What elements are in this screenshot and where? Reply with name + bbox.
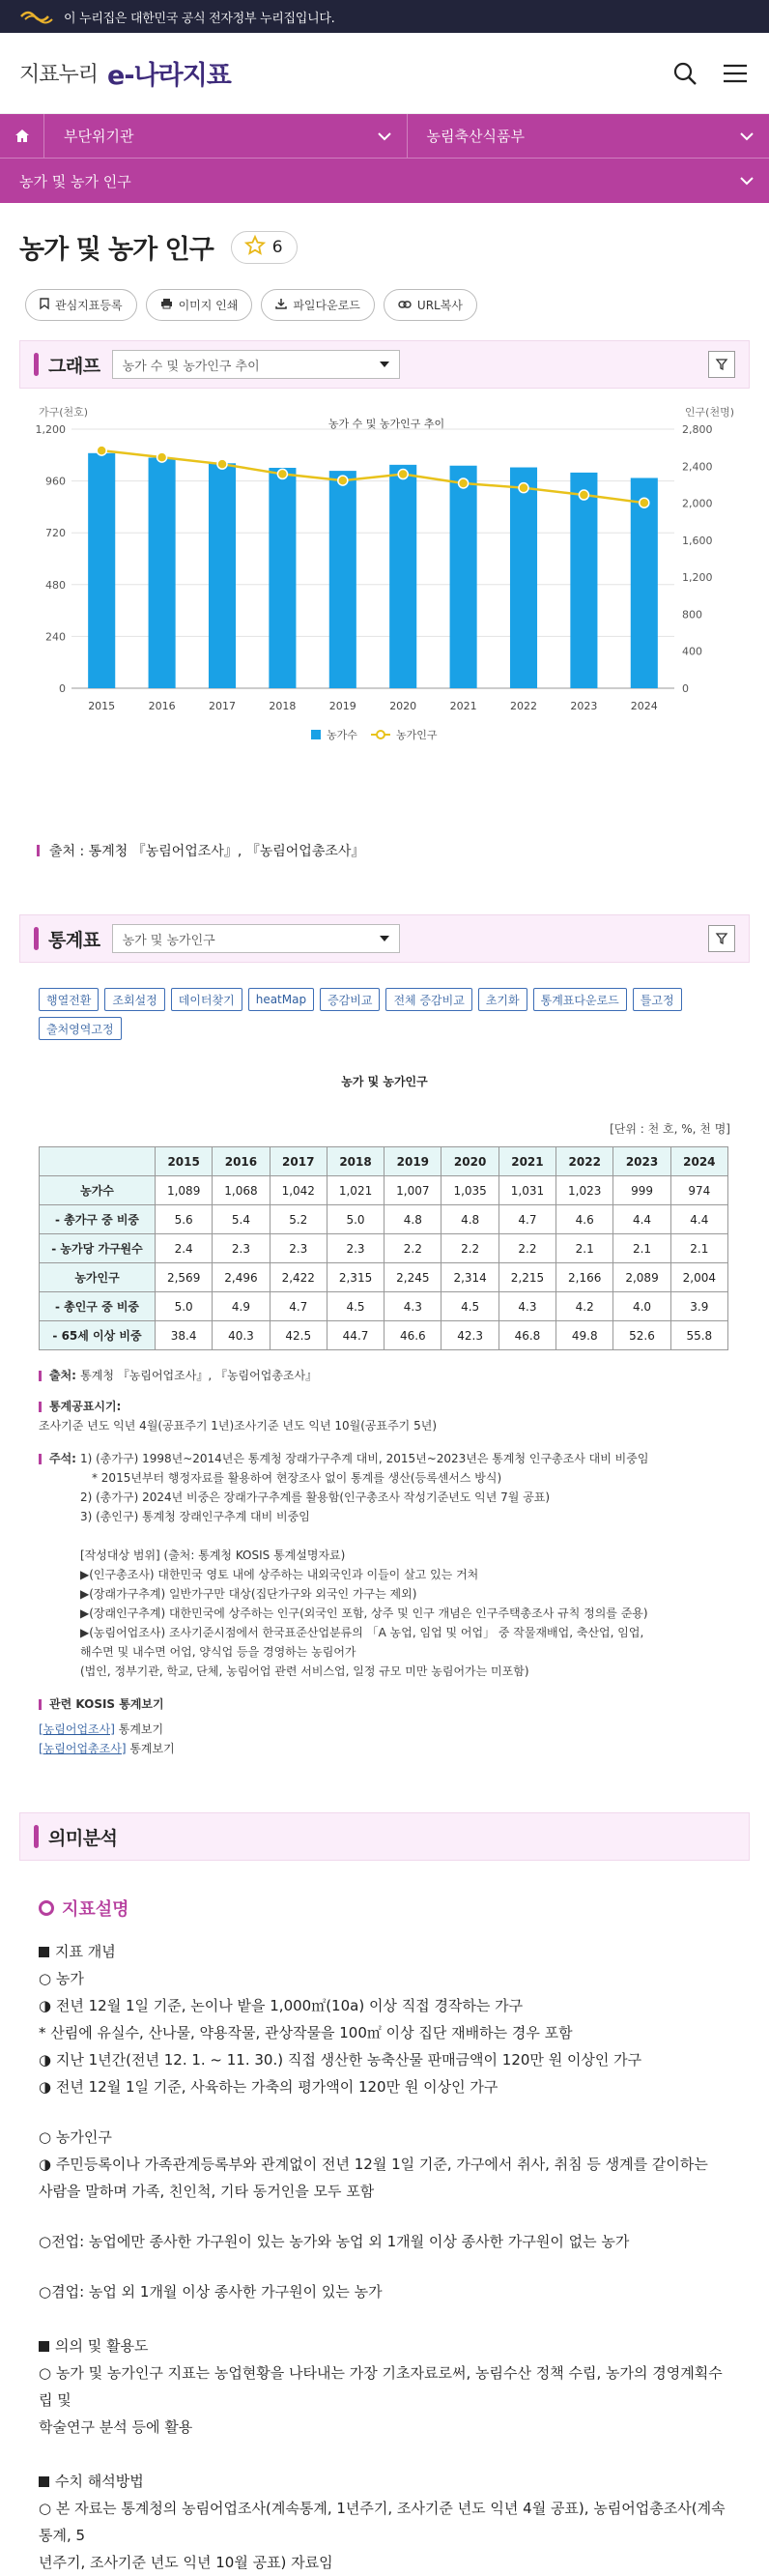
table-cell: 2.2 (384, 1234, 441, 1263)
bar (389, 465, 416, 688)
x-tick-label: 2016 (149, 700, 176, 712)
square-bullet-icon (39, 2476, 49, 2487)
table-cell: 4.7 (270, 1292, 327, 1321)
stat-tool-button[interactable]: 틀고정 (633, 988, 682, 1011)
table-row (40, 1205, 728, 1234)
y-right-tick-label: 0 (682, 682, 689, 695)
bullet-mark (39, 1699, 42, 1710)
table-year-header: 2017 (270, 1147, 327, 1176)
table-row (40, 1176, 728, 1205)
remark-line (80, 1526, 648, 1546)
x-tick-label: 2017 (209, 700, 236, 712)
download-label: 파일다운로드 (293, 297, 360, 313)
circle-icon (39, 1900, 54, 1916)
y-right-tick-label: 800 (682, 608, 702, 621)
analysis-subheading (39, 2332, 730, 2359)
y-axis-left-label: 가구(천호) (39, 405, 88, 419)
stat-select[interactable] (112, 924, 400, 953)
table-cell: 2,496 (213, 1263, 270, 1292)
remark-lines (80, 1449, 648, 1681)
table-cell: 52.6 (613, 1321, 670, 1350)
spacer (39, 2205, 730, 2228)
stat-table (39, 1146, 728, 1350)
bar (510, 468, 537, 688)
line-point (459, 478, 469, 488)
remark-line: ▶(장래인구추계) 대한민국에 상주하는 인구(외국인 포함, 상주 및 인구 개념은 인구주택총조사 규칙 정의를 준용) (80, 1604, 648, 1623)
table-cell: 2.2 (498, 1234, 555, 1263)
analysis-text: ○ 본 자료는 통계청의 농림어업조사(계속통계, 1년주기, 조사기준 년도 익년 4월 공표), 농림어업총조사(계속통계, 5 (39, 2500, 726, 2544)
table-cell: 999 (613, 1176, 670, 1205)
analysis-subheading (39, 1938, 730, 1965)
graph-section-header (19, 340, 750, 389)
line-point (157, 452, 167, 462)
stat-tool-button[interactable]: 증감비교 (320, 988, 380, 1011)
analysis-text: ○전업: 농업에만 종사한 가구원이 있는 농가와 농업 외 1개월 이상 종사한 가구원이 없는 농가 (39, 2233, 629, 2250)
publish-note-heading (39, 1397, 730, 1416)
table-cell: 5.2 (270, 1205, 327, 1234)
bar (450, 466, 477, 688)
table-cell: 46.8 (498, 1321, 555, 1350)
home-icon[interactable] (0, 114, 44, 158)
analysis-line (39, 2549, 730, 2576)
remark-line: 1) (총가구) 1998년~2014년은 통계청 장래가구추계 대비, 2015년~2023년은 통계청 인구총조사 대비 비중임 (80, 1449, 648, 1468)
y-left-tick-label: 0 (59, 682, 66, 695)
gov-emblem-icon (19, 9, 54, 24)
table-cell: 2.4 (156, 1234, 213, 1263)
table-row-label: - 65세 이상 비중 (40, 1321, 156, 1350)
y-right-tick-label: 2,000 (682, 498, 713, 510)
table-cell: 55.8 (670, 1321, 727, 1350)
stat-section-header (19, 914, 750, 963)
table-cell: 4.4 (670, 1205, 727, 1234)
source-note-text: 통계청 『농림어업조사』, 『농림어업총조사』 (80, 1366, 317, 1385)
table-title: 농가 및 농가인구 (0, 1073, 769, 1089)
analysis-line (39, 2359, 730, 2414)
nav-bar (0, 114, 769, 159)
graph-source-text: 출처 : 통계청 『농림어업조사』, 『농림어업총조사』 (49, 841, 364, 860)
stat-section-title: 통계표 (48, 926, 100, 952)
kosis-link-suffix: 통계보기 (127, 1742, 175, 1755)
site-header (0, 33, 769, 114)
x-tick-label: 2020 (389, 700, 416, 712)
x-tick-label: 2019 (329, 700, 356, 712)
menu-icon[interactable] (721, 59, 750, 88)
table-cell: 2.3 (213, 1234, 270, 1263)
line-point (338, 476, 348, 485)
remark-line: 2) (총가구) 2024년 비중은 장래가구추계를 활용함(인구총조사 작성기준년도 익년 7월 공표) (80, 1488, 648, 1507)
analysis-line (39, 2046, 730, 2073)
graph-source (0, 841, 769, 860)
star-icon (245, 236, 265, 259)
analysis-text: ○ 농가 (39, 1970, 84, 1987)
bar (209, 463, 236, 688)
analysis-line (39, 2278, 730, 2305)
analysis-text: ○ 농가 및 농가인구 지표는 농업현황을 나타내는 가장 기초자료로써, 농림수산 정책 수립, 농가의 경영계획수립 및 (39, 2364, 723, 2409)
analysis-text: ○겸업: 농업 외 1개월 이상 종사한 가구원이 있는 농가 (39, 2283, 383, 2301)
bullet-mark (39, 1371, 42, 1381)
stat-tool-button[interactable]: 조회설정 (104, 988, 164, 1011)
graph-select-value: 농가 수 및 농가인구 추이 (123, 356, 260, 374)
analysis-line (39, 2178, 730, 2205)
analysis-line (39, 2414, 730, 2441)
legend-bar-swatch (311, 730, 321, 739)
y-right-tick-label: 2,800 (682, 423, 713, 436)
search-icon[interactable] (670, 59, 699, 88)
brand-main: e-나라지표 (107, 54, 231, 92)
table-row (40, 1234, 728, 1263)
analysis-text: 학술연구 분석 등에 활용 (39, 2418, 192, 2436)
table-cell: 2.1 (670, 1234, 727, 1263)
table-cell: 2,004 (670, 1263, 727, 1292)
table-year-header: 2022 (556, 1147, 613, 1176)
table-row-label: - 총인구 중 비중 (40, 1292, 156, 1321)
stat-tool-button[interactable]: 통계표다운로드 (533, 988, 627, 1011)
bar (149, 457, 176, 688)
page-title: 농가 및 농가 인구 (19, 228, 214, 266)
spacer (39, 2100, 730, 2124)
print-label: 이미지 인쇄 (179, 297, 239, 313)
section-mark (34, 353, 39, 376)
analysis-subheading (39, 2468, 730, 2495)
table-cell: 4.3 (498, 1292, 555, 1321)
analysis-text: ◑ 전년 12월 1일 기준, 사육하는 가축의 평가액이 120만 원 이상인 가구 (39, 2078, 498, 2096)
table-cell: 1,031 (498, 1176, 555, 1205)
chevron-down-icon (378, 128, 391, 145)
x-tick-label: 2021 (450, 700, 477, 712)
y-axis-right-label: 인구(천명) (685, 405, 734, 419)
table-year-header: 2015 (156, 1147, 213, 1176)
publish-note-label: 통계공표시기: (49, 1397, 121, 1416)
table-row (40, 1292, 728, 1321)
square-bullet-icon (39, 2341, 49, 2352)
table-cell: 2,089 (613, 1263, 670, 1292)
stat-tool-button[interactable]: 전체 증감비교 (385, 988, 471, 1011)
analysis-text: 사람을 말하며 가족, 친인척, 기타 동거인을 모두 포함 (39, 2183, 374, 2200)
source-note (39, 1366, 730, 1385)
print-button[interactable] (146, 289, 253, 321)
bookmark-icon (40, 298, 49, 312)
legend-bar-label: 농가수 (327, 728, 357, 741)
bullet-mark (37, 845, 40, 856)
table-cell: 1,007 (384, 1176, 441, 1205)
x-tick-label: 2024 (631, 700, 658, 712)
table-cell: 4.9 (213, 1292, 270, 1321)
table-cell: 1,042 (270, 1176, 327, 1205)
caret-down-icon (380, 362, 389, 367)
table-cell: 5.0 (156, 1292, 213, 1321)
remark-line: ▶(인구총조사) 대한민국 영토 내에 상주하는 내외국인과 이들이 살고 있는 거처 (80, 1565, 648, 1584)
legend-line-marker (377, 731, 384, 738)
kosis-heading (39, 1694, 730, 1714)
table-year-header: 2016 (213, 1147, 270, 1176)
dept-select[interactable] (44, 114, 408, 158)
series-line (101, 450, 644, 503)
spacer (39, 2305, 730, 2329)
table-cell: 4.3 (384, 1292, 441, 1321)
graph-section-title: 그래프 (48, 352, 100, 378)
legend-line-label: 농가인구 (396, 728, 438, 741)
table-cell: 4.4 (613, 1205, 670, 1234)
table-cell: 5.4 (213, 1205, 270, 1234)
table-body (40, 1176, 728, 1350)
kosis-links (39, 1720, 730, 1758)
bullet-mark (39, 1402, 42, 1412)
table-cell: 1,035 (441, 1176, 498, 1205)
analysis-text: ◑ 전년 12월 1일 기준, 논이나 밭을 1,000㎡(10a) 이상 직접 경작하는 가구 (39, 1997, 523, 2014)
kosis-link[interactable]: [농림어업총조사] (39, 1742, 127, 1755)
analysis-text: 의의 및 활용도 (55, 2337, 148, 2355)
stat-tool-button[interactable]: heatMap (248, 988, 314, 1011)
table-cell: 1,023 (556, 1176, 613, 1205)
table-cell: 2,166 (556, 1263, 613, 1292)
bar (631, 478, 658, 688)
spacer (39, 2441, 730, 2464)
table-unit: [단위 : 천 호, %, 천 명] (0, 1120, 769, 1137)
analysis-heading (0, 1896, 769, 1921)
chevron-down-icon (740, 172, 754, 189)
stat-tool-button[interactable]: 행열전환 (39, 988, 99, 1011)
table-cell: 2,314 (441, 1263, 498, 1292)
remark-note-label: 주석: (49, 1449, 76, 1468)
table-cell: 5.6 (156, 1205, 213, 1234)
line-point (398, 470, 408, 479)
filter-icon[interactable] (708, 925, 735, 952)
table-cell: 2,569 (156, 1263, 213, 1292)
table-cell: 2.1 (556, 1234, 613, 1263)
ministry-select[interactable] (408, 114, 769, 158)
table-corner-cell (40, 1147, 156, 1176)
favorite-button[interactable] (231, 231, 298, 264)
notes-block (0, 1366, 769, 1758)
analysis-body (0, 1938, 769, 2576)
brand-small: 지표누리 (19, 58, 98, 88)
category-select-label: 농가 및 농가 인구 (19, 171, 131, 191)
analysis-text: 년주기, 조사기준 년도 익년 10월 공표) 자료임 (39, 2554, 333, 2571)
stat-button-row (0, 988, 769, 1040)
table-cell: 2.3 (327, 1234, 384, 1263)
line-point (97, 446, 106, 455)
analysis-text: 지표 개념 (55, 1943, 116, 1960)
table-cell: 1,089 (156, 1176, 213, 1205)
table-header-row (40, 1147, 728, 1176)
table-cell: 49.8 (556, 1321, 613, 1350)
bookmark-button[interactable] (25, 289, 137, 321)
table-row-label: - 총가구 중 비중 (40, 1205, 156, 1234)
line-point (277, 469, 287, 478)
analysis-line (39, 1965, 730, 1992)
analysis-section-header (19, 1812, 750, 1861)
remark-note (39, 1449, 730, 1681)
bookmark-label: 관심지표등록 (55, 297, 123, 313)
chart-area (0, 389, 769, 833)
x-tick-label: 2018 (269, 700, 296, 712)
y-left-tick-label: 960 (45, 476, 66, 488)
copy-url-button[interactable] (384, 289, 477, 321)
analysis-section-title: 의미분석 (48, 1824, 117, 1850)
table-cell: 2.3 (270, 1234, 327, 1263)
table-cell: 2,422 (270, 1263, 327, 1292)
analysis-line (39, 1992, 730, 2019)
table-cell: 3.9 (670, 1292, 727, 1321)
y-right-tick-label: 2,400 (682, 460, 713, 473)
y-left-tick-label: 240 (45, 630, 66, 643)
table-row (40, 1321, 728, 1350)
bar (570, 473, 597, 688)
table-year-header: 2020 (441, 1147, 498, 1176)
kosis-link-suffix: 통계보기 (115, 1722, 163, 1736)
table-cell: 1,068 (213, 1176, 270, 1205)
analysis-line (39, 2124, 730, 2151)
remark-line: [작성대상 범위] (출처: 통계청 KOSIS 통계설명자료) (80, 1546, 648, 1565)
table-cell: 4.5 (327, 1292, 384, 1321)
remark-line: 3) (총인구) 통계청 장래인구추계 대비 비중임 (80, 1507, 648, 1526)
remark-line: * 2015년부터 행정자료를 활용하여 현장조사 없이 통계를 생산(등록센서스 방식) (80, 1468, 648, 1488)
print-icon (160, 298, 173, 312)
table-cell: 42.5 (270, 1321, 327, 1350)
table-cell: 974 (670, 1176, 727, 1205)
kosis-label: 관련 KOSIS 통계보기 (49, 1694, 164, 1714)
table-row-label: 농가수 (40, 1176, 156, 1205)
table-cell: 2,315 (327, 1263, 384, 1292)
table-cell: 40.3 (213, 1321, 270, 1350)
remark-line: ▶(장래가구추계) 일반가구만 대상(집단가구와 외국인 가구는 제외) (80, 1584, 648, 1604)
stat-tool-button[interactable]: 출처영역고정 (39, 1017, 122, 1040)
kosis-link-row (39, 1720, 730, 1739)
y-left-tick-label: 720 (45, 527, 66, 539)
y-left-tick-label: 1,200 (36, 423, 67, 436)
kosis-link[interactable]: [농림어업조사] (39, 1722, 115, 1736)
ministry-select-label: 농림축산식품부 (427, 126, 525, 146)
table-year-header: 2023 (613, 1147, 670, 1176)
section-mark (34, 1825, 39, 1848)
table-cell: 2.2 (441, 1234, 498, 1263)
table-cell: 4.2 (556, 1292, 613, 1321)
stat-select-value: 농가 및 농가인구 (123, 930, 215, 948)
chart-svg (0, 389, 769, 833)
analysis-line (39, 2495, 730, 2549)
x-tick-label: 2015 (88, 700, 115, 712)
filter-icon[interactable] (708, 351, 735, 378)
table-cell: 4.8 (384, 1205, 441, 1234)
source-note-label: 출처: (49, 1366, 76, 1385)
x-tick-label: 2022 (510, 700, 537, 712)
publish-note-text: 조사기준 년도 익년 4월(공표주기 1년)조사기준 년도 익년 10월(공표주기 5년) (39, 1416, 730, 1435)
analysis-text: ◑ 주민등록이나 가족관계등록부와 관계없이 전년 12월 1일 기준, 가구에서 취사, 취침 등 생계를 같이하는 (39, 2156, 708, 2173)
table-row (40, 1263, 728, 1292)
square-bullet-icon (39, 1947, 49, 1957)
bar (329, 471, 356, 688)
table-cell: 4.7 (498, 1205, 555, 1234)
analysis-text: ○ 농가인구 (39, 2128, 112, 2146)
gov-banner (0, 0, 769, 33)
analysis-text: * 산림에 유실수, 산나물, 약용작물, 관상작물을 100㎡ 이상 집단 재배하는 경우 포함 (39, 2024, 573, 2041)
analysis-text: 수치 해석방법 (55, 2473, 144, 2490)
chevron-down-icon (740, 128, 754, 145)
table-cell: 2,215 (498, 1263, 555, 1292)
category-select[interactable] (0, 159, 769, 203)
bar (269, 468, 296, 688)
copy-url-label: URL복사 (417, 297, 463, 313)
site-logo[interactable] (19, 54, 231, 92)
caret-down-icon (380, 936, 389, 941)
analysis-line (39, 2073, 730, 2100)
chart-title: 농가 수 및 농가인구 추이 (328, 417, 444, 430)
table-cell: 4.5 (441, 1292, 498, 1321)
spacer (39, 2255, 730, 2278)
bullet-mark (39, 1454, 42, 1464)
table-year-header: 2024 (670, 1147, 727, 1176)
remark-line: 해수면 및 내수면 어업, 양식업 등을 경영하는 농림어가 (80, 1642, 648, 1662)
table-cell: 46.6 (384, 1321, 441, 1350)
favorite-count: 6 (272, 238, 283, 257)
analysis-heading-text: 지표설명 (62, 1896, 129, 1921)
download-icon (275, 298, 287, 312)
y-right-tick-label: 1,200 (682, 571, 713, 584)
line-point (640, 498, 649, 507)
line-point (519, 483, 528, 493)
y-right-tick-label: 1,600 (682, 535, 713, 547)
y-left-tick-label: 480 (45, 579, 66, 592)
y-right-tick-label: 400 (682, 646, 702, 658)
section-mark (34, 927, 39, 950)
table-year-header: 2019 (384, 1147, 441, 1176)
table-cell: 2,245 (384, 1263, 441, 1292)
line-point (217, 459, 227, 469)
table-cell: 2.1 (613, 1234, 670, 1263)
table-cell: 44.7 (327, 1321, 384, 1350)
table-row-label: - 농가당 가구원수 (40, 1234, 156, 1263)
line-point (579, 490, 588, 500)
table-year-header: 2021 (498, 1147, 555, 1176)
dept-select-label: 부단위기관 (64, 126, 133, 146)
table-cell: 1,021 (327, 1176, 384, 1205)
table-cell: 4.8 (441, 1205, 498, 1234)
kosis-link-row (39, 1739, 730, 1758)
remark-line: (법인, 정부기관, 학교, 단체, 농림어업 관련 서비스업, 일정 규모 미만 농림어가는 미포함) (80, 1662, 648, 1681)
table-cell: 5.0 (327, 1205, 384, 1234)
analysis-line (39, 2151, 730, 2178)
remark-line: ▶(농림어업조사) 조사기준시점에서 한국표준산업분류의 「A 농업, 임업 및 어업」 중 작물재배업, 축산업, 임업, (80, 1623, 648, 1642)
table-cell: 38.4 (156, 1321, 213, 1350)
stat-tool-button[interactable]: 데이터찾기 (171, 988, 242, 1011)
graph-select[interactable] (112, 350, 400, 379)
gov-banner-text: 이 누리집은 대한민국 공식 전자정부 누리집입니다. (64, 8, 334, 26)
table-cell: 42.3 (441, 1321, 498, 1350)
analysis-line (39, 2019, 730, 2046)
table-year-header: 2018 (327, 1147, 384, 1176)
link-icon (398, 299, 412, 312)
table-row-label: 농가인구 (40, 1263, 156, 1292)
download-button[interactable] (261, 289, 375, 321)
table-cell: 4.6 (556, 1205, 613, 1234)
remark-note-heading (39, 1449, 76, 1468)
x-tick-label: 2023 (570, 700, 597, 712)
analysis-text: ◑ 지난 1년간(전년 12. 1. ~ 11. 30.) 직접 생산한 농축산물 판매금액이 120만 원 이상인 가구 (39, 2051, 641, 2069)
analysis-line (39, 2228, 730, 2255)
stat-tool-button[interactable]: 초기화 (478, 988, 527, 1011)
table-cell: 4.0 (613, 1292, 670, 1321)
bar (88, 453, 115, 688)
